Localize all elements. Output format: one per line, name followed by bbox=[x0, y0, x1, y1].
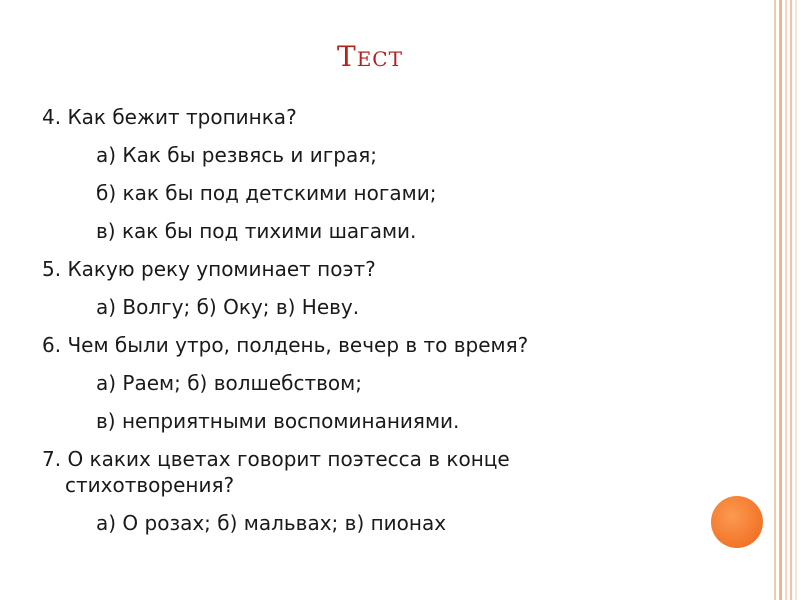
question-line bbox=[42, 446, 585, 498]
edge-line bbox=[774, 0, 776, 600]
question-line bbox=[42, 104, 722, 130]
question-text: 4. Как бежит тропинка? bbox=[42, 105, 297, 129]
option-text: а) Раем; б) волшебством; bbox=[96, 371, 362, 395]
edge-line bbox=[790, 0, 792, 600]
option-text: в) неприятными воспоминаниями. bbox=[96, 409, 460, 433]
edge-line bbox=[795, 0, 797, 600]
question-text: 5. Какую реку упоминает поэт? bbox=[42, 257, 376, 281]
answer-option bbox=[42, 408, 722, 434]
answer-option bbox=[42, 294, 722, 320]
answer-option bbox=[42, 142, 722, 168]
question-text: 7. О каких цветах говорит поэтесса в конце стихотворения? bbox=[42, 447, 510, 497]
option-text: а) О розах; б) мальвах; в) пионах bbox=[96, 511, 447, 535]
option-text: в) как бы под тихими шагами. bbox=[96, 219, 417, 243]
question-line bbox=[42, 256, 722, 282]
option-text: б) как бы под детскими ногами; bbox=[96, 181, 437, 205]
answer-option bbox=[42, 180, 722, 206]
answer-option bbox=[42, 218, 722, 244]
option-text: а) Как бы резвясь и играя; bbox=[96, 143, 377, 167]
question-line bbox=[42, 332, 722, 358]
edge-line bbox=[779, 0, 782, 600]
answer-option bbox=[42, 510, 722, 536]
slide-title: Тест bbox=[337, 40, 403, 73]
edge-line bbox=[785, 0, 787, 600]
question-text: 6. Чем были утро, полдень, вечер в то время? bbox=[42, 333, 529, 357]
option-text: а) Волгу; б) Оку; в) Неву. bbox=[96, 295, 360, 319]
answer-option bbox=[42, 370, 722, 396]
test-content bbox=[42, 104, 722, 548]
